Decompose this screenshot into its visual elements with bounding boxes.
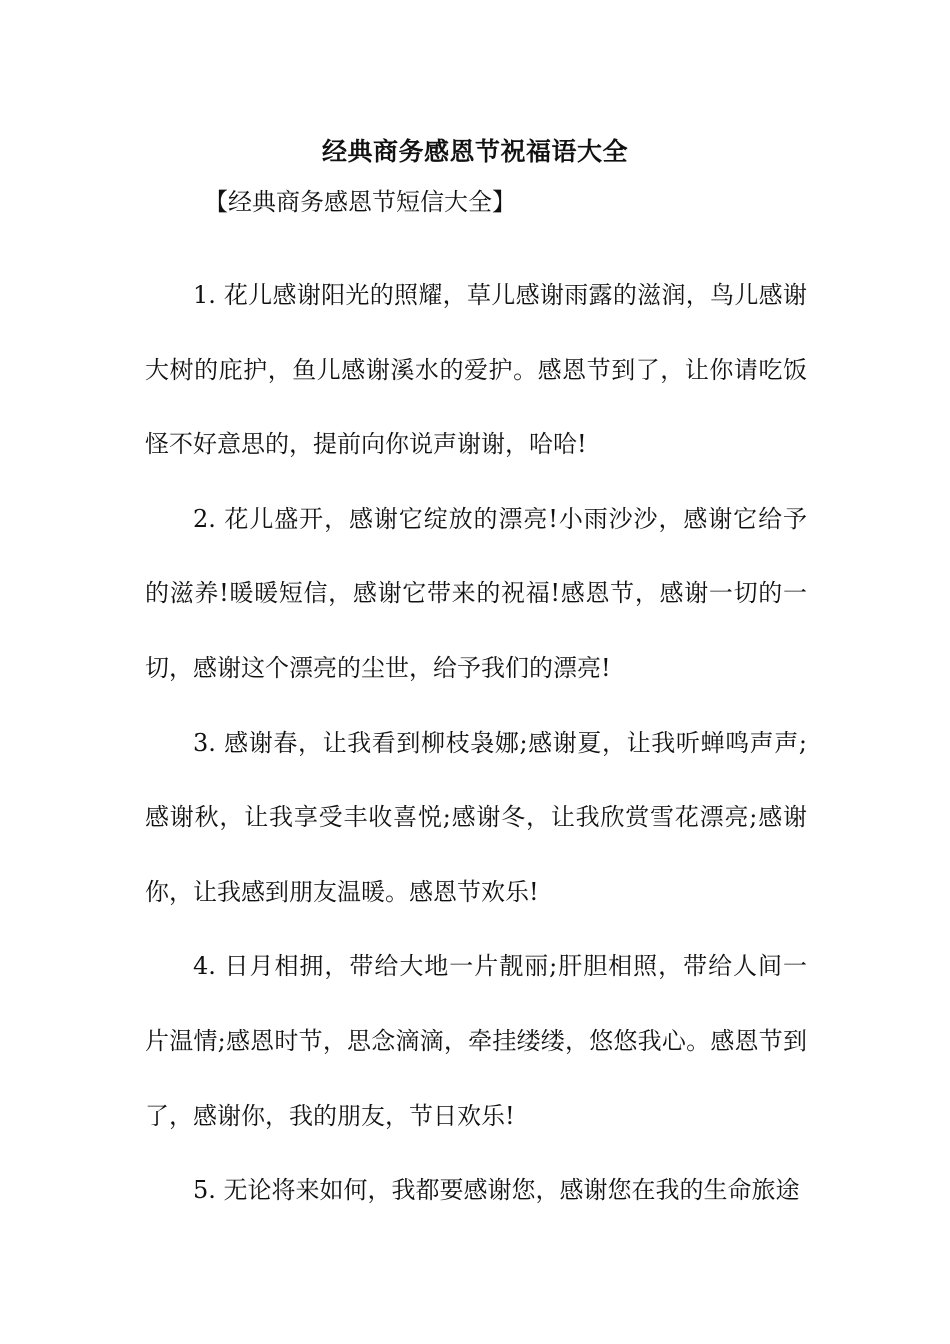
- paragraph-4: 4. 日月相拥，带给大地一片靓丽;肝胆相照，带给人间一片温情;感恩时节，思念滴滴，牵挂缕缕，悠悠我心。感恩节到了，感谢你，我的朋友，节日欢乐!: [145, 952, 807, 1130]
- document-subtitle: 【经典商务感恩节短信大全】: [204, 188, 516, 216]
- paragraph-5: 5. 无论将来如何，我都要感谢您，感谢您在我的生命旅途: [193, 1176, 800, 1205]
- paragraph-3: 3. 感谢春，让我看到柳枝袅娜;感谢夏，让我听蝉鸣声声;感谢秋，让我享受丰收喜悦;感谢冬，让我欣赏雪花漂亮;感谢你，让我感到朋友温暖。感恩节欢乐!: [145, 728, 807, 906]
- paragraph-2: 2. 花儿盛开，感谢它绽放的漂亮!小雨沙沙，感谢它给予的滋养!暖暖短信，感谢它带来的祝福!感恩节，感谢一切的一切，感谢这个漂亮的尘世，给予我们的漂亮!: [145, 504, 807, 682]
- document-title: 经典商务感恩节祝福语大全: [321, 137, 628, 166]
- document-body: [145, 258, 807, 1228]
- paragraph-1: 1. 花儿感谢阳光的照耀，草儿感谢雨露的滋润，鸟儿感谢大树的庇护，鱼儿感谢溪水的爱护。感恩节到了，让你请吃饭怪不好意思的，提前向你说声谢谢，哈哈!: [145, 281, 807, 459]
